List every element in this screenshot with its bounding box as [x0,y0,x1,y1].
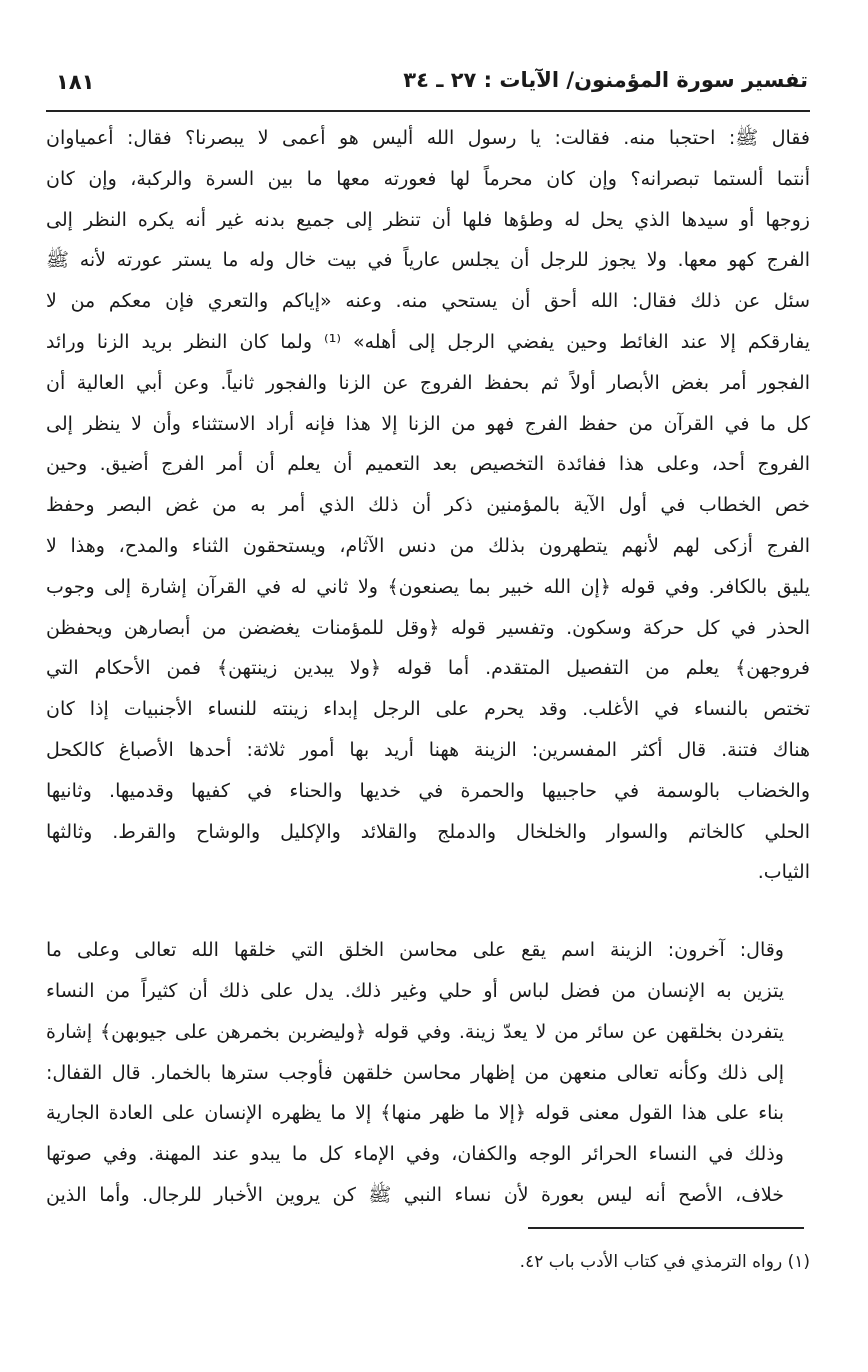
text-line: الفروج أحد، وعلى هذا ففائدة التخصيص بعد التعميم أن يعلم أن أمر الفرج أضيق. وحين [46,453,810,476]
text-line: الفرج أزكى لهم لأنهم يتطهرون بذلك من دنس الآثام، ويستحقون الثناء والمدح، وهذا لا [46,534,810,557]
text-line: إلى ذلك وكأنه تعالى منعهن من إظهار محاسن خلقهن فأوجب سترها بالخمار. قال القفال: [46,1061,784,1084]
body-text [46,118,810,1216]
paragraph-2 [46,930,810,1216]
text-line: سئل عن ذلك فقال: الله أحق أن يستحي منه. وعنه «إياكم والتعري فإن معكم من لا [46,290,810,313]
text-line: كل ما في القرآن من حفظ الفرج فهو من الزنا إلا هذا فإنه أراد الاستثناء وأن لا ينظر إلى [46,412,810,435]
text-line: الثياب. [757,861,810,884]
text-line: فروجهن﴾ يعلم من التفصيل المتقدم. أما قوله ﴿ولا يبدين زينتهن﴾ فمن الأحكام التي [46,657,810,680]
text-line: أنتما ألستما تبصرانه؟ وإن كان محرماً لها فعورته معها ما بين السرة والركبة، وإن كان [46,167,810,190]
paragraph-1 [46,118,810,893]
text-line: خلاف، الأصح أنه ليس بعورة لأن نساء النبي ﷺ كن يروين الأخبار للرجال. وأما الذين [46,1183,784,1206]
page-number: ١٨١ [56,70,95,94]
text-line: يفارقكم إلا عند الغائط وحين يفضي الرجل إلى أهله» ⁽¹⁾ ولما كان النظر بريد الزنا ورائد [46,330,810,353]
text-line: خص الخطاب في أول الآية بالمؤمنين ذكر أن ذلك الذي أمر به من غض البصر وحفظ [46,494,810,517]
text-line: هناك فتنة. قال أكثر المفسرين: الزينة ههنا أريد بها أمور ثلاثة: أحدها الأصباغ كالكحل [46,738,810,761]
running-title: تفسير سورة المؤمنون/ الآيات : ٢٧ ـ ٣٤ [403,68,808,92]
text-line: الحذر في كل حركة وسكون. وتفسير قوله ﴿وقل للمؤمنات يغضضن من أبصارهن ويحفظن [46,616,810,639]
text-line: بناء على هذا القول معنى قوله ﴿إلا ما ظهر منها﴾ إلا ما يظهره الإنسان على العادة الجارية [46,1102,784,1125]
text-line: الفرج كهو معها. ولا يجوز للرجل أن يجلس عارياً في بيت خال وله ما يستر عورته لأنه ﷺ [46,249,810,272]
text-line: يليق بالكافر. وفي قوله ﴿إن الله خبير بما يصنعون﴾ ولا ثاني له في القرآن إشارة إلى وجوب [46,575,810,598]
text-line: الحلي كالخاتم والسوار والخلخال والدملج والقلائد والإكليل والوشاح والقرط. وثالثها [46,820,810,843]
footnote: (١) رواه الترمذي في كتاب الأدب باب ٤٢. [519,1252,810,1272]
text-line: الفجور أمر بغض الأبصار أولاً ثم بحفظ الفروج عن الزنا والفجور ثانياً. وعن أبي العالية أن [46,371,810,394]
text-line: فقال ﷺ: احتجبا منه. فقالت: يا رسول الله أليس هو أعمى لا يبصرنا؟ فقال: أعمياوان [46,127,810,149]
text-line: وقال: آخرون: الزينة اسم يقع على محاسن الخلق التي خلقها الله تعالى وعلى ما [46,939,784,962]
page-header [46,62,808,102]
text-line: والخضاب بالوسمة في حاجبيها والحمرة في خديها والحناء في كفيها وقدميها. وثانيها [46,779,810,802]
text-line: يتزين به الإنسان من فضل لباس أو حلي وغير ذلك. يدل على ذلك أن كثيراً من النساء [46,979,784,1002]
text-line: زوجها أو سيدها الذي يحل له وطؤها فلها أن تنظر إلى جميع بدنه غير أنه يكره النظر إلى [46,208,810,231]
footnote-divider [528,1227,804,1229]
header-divider [46,110,810,112]
text-line: يتفردن بخلقهن عن سائر من لا يعدّ زينة. وفي قوله ﴿وليضربن بخمرهن على جيوبهن﴾ إشارة [46,1020,784,1043]
text-line: تختص بالنساء في الأغلب. وقد يحرم على الرجل إبداء زينته للنساء الأجنبيات إذا كان [46,698,810,721]
text-line: وذلك في النساء الحرائر الوجه والكفان، وفي الإماء كل ما يبدو عند المهنة. وفي صوتها [46,1143,784,1166]
